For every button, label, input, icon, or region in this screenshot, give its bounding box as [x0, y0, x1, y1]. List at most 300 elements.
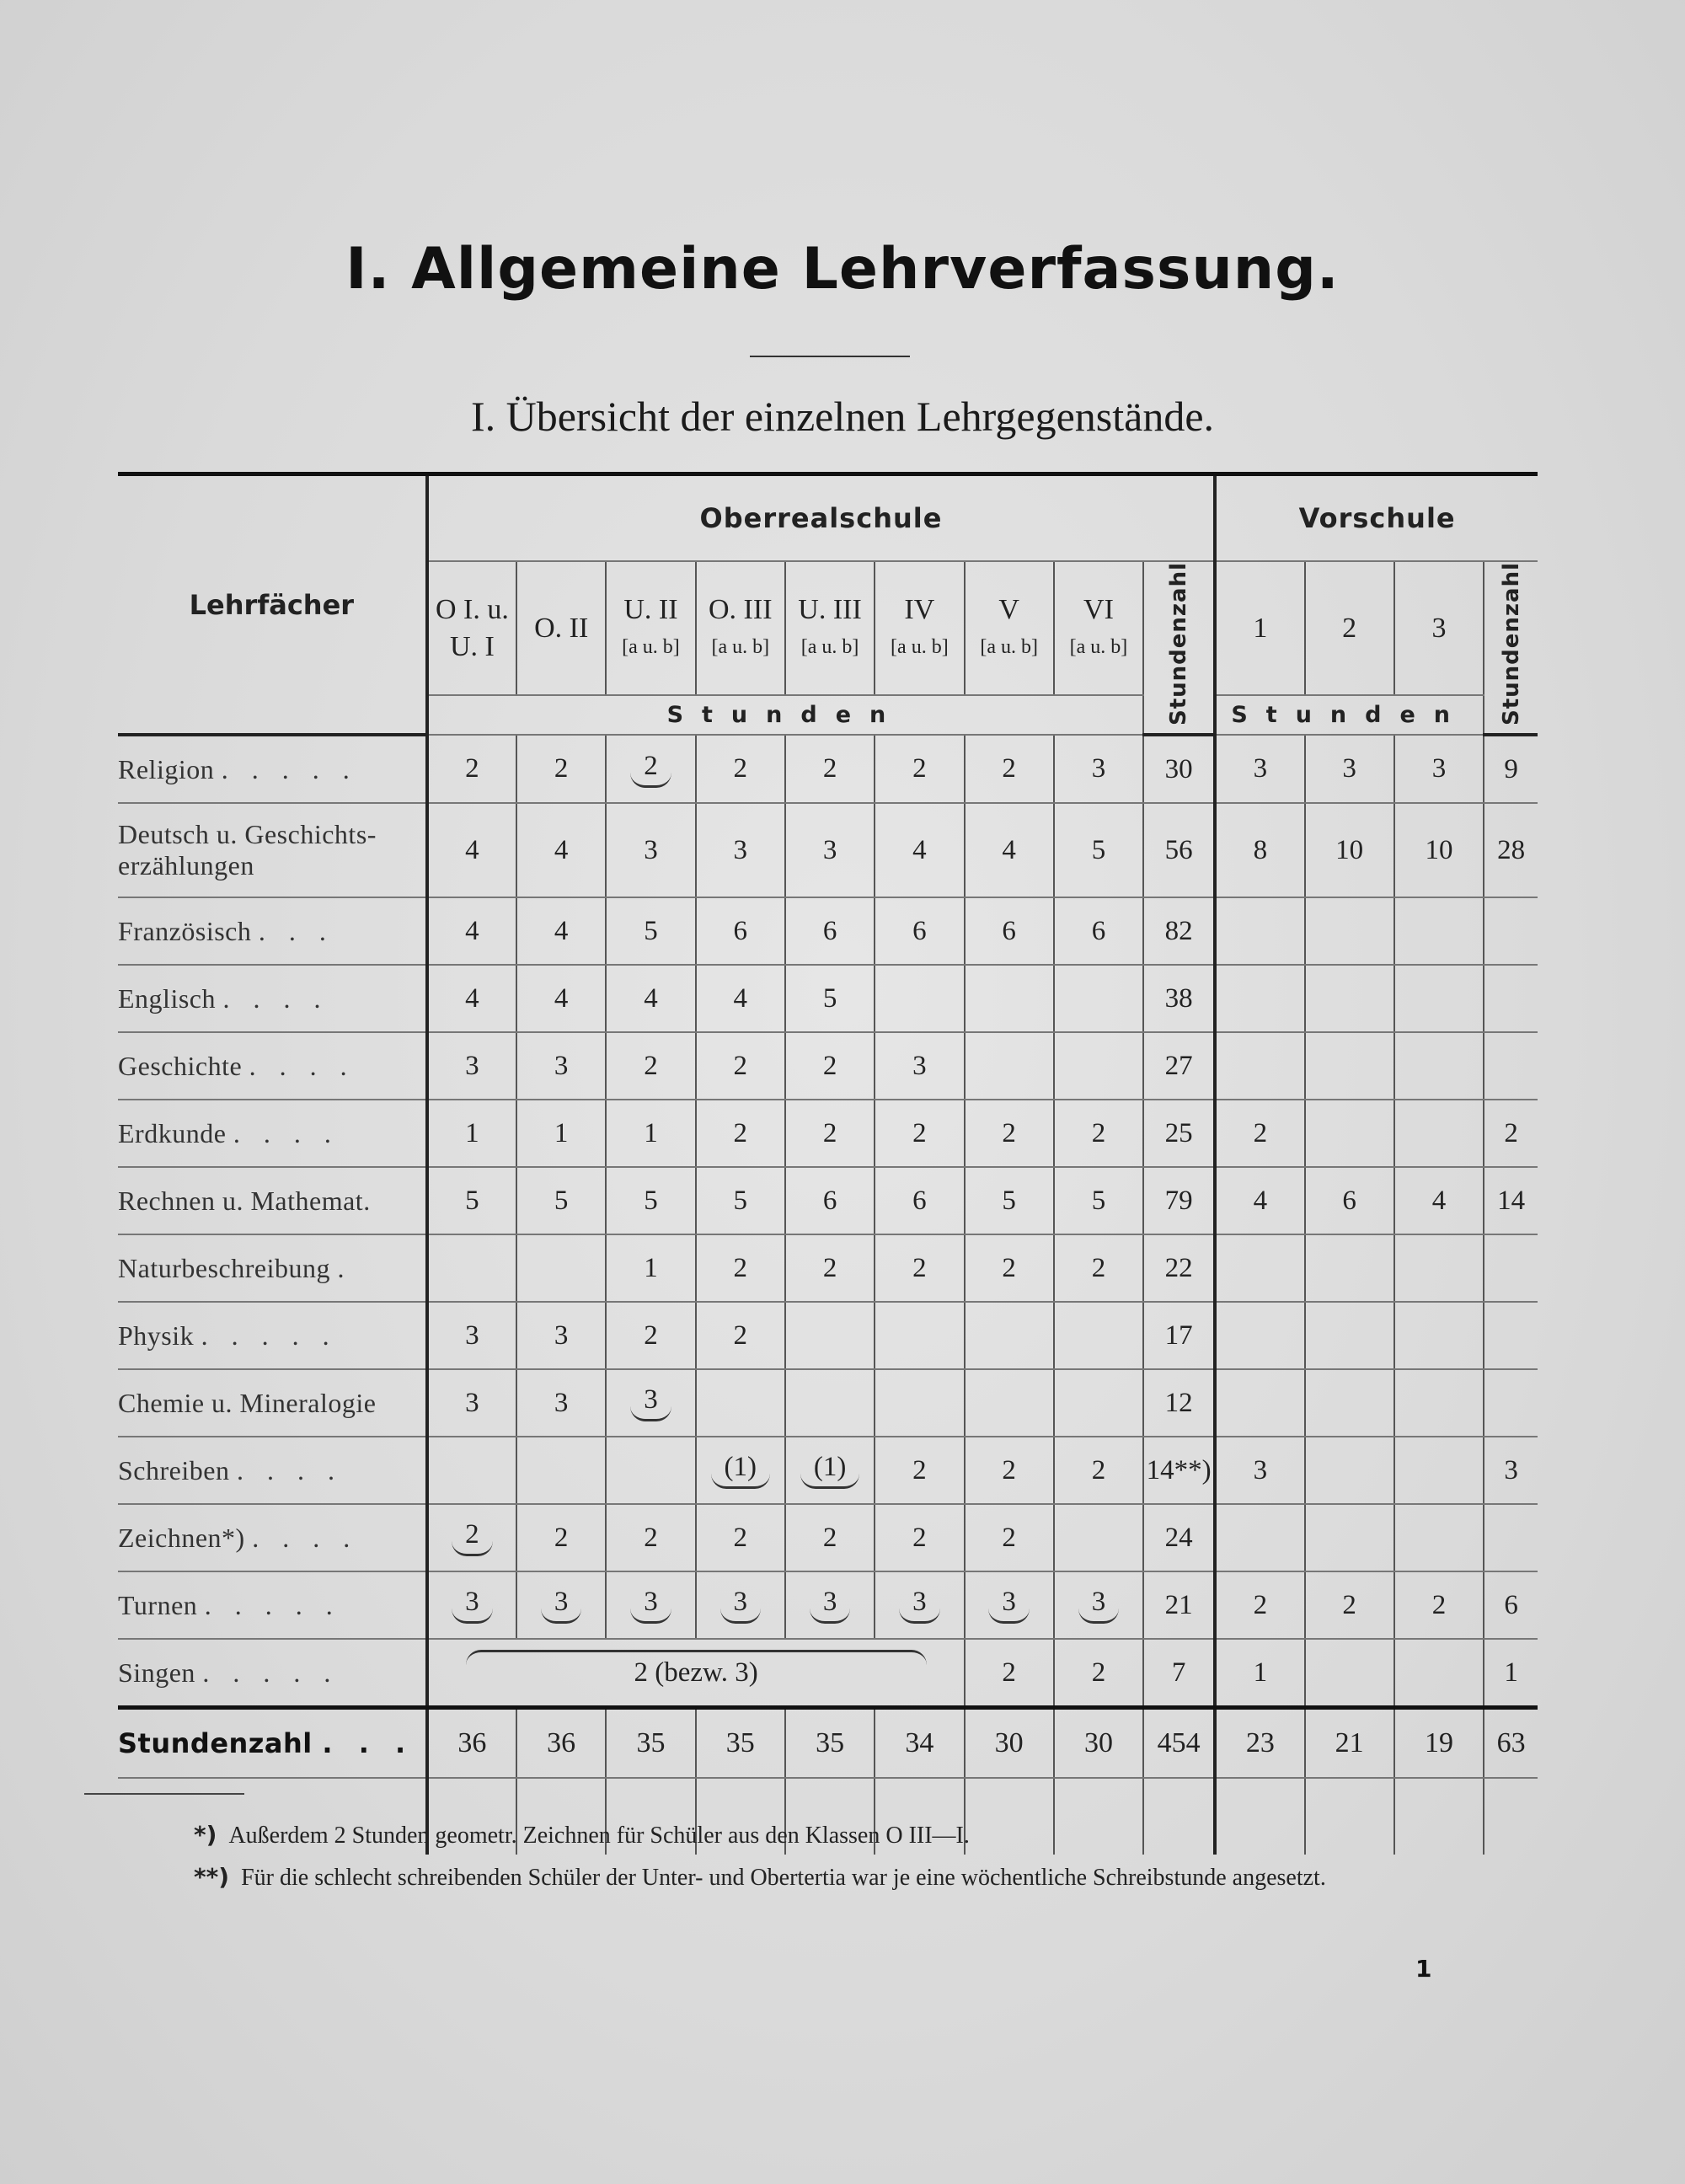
- hours-value: 2: [1002, 753, 1016, 784]
- vor-hours-cell: [1215, 1504, 1304, 1571]
- hours-value: 2: [733, 1320, 748, 1351]
- hours-cell: [427, 803, 516, 897]
- ober-sum-cell: 24: [1143, 1504, 1215, 1571]
- subject-name: Deutsch u. Geschichts-erzählungen: [118, 819, 377, 881]
- vor-sum-cell: [1484, 965, 1538, 1032]
- hours-value: 4: [465, 834, 479, 865]
- subject-cell: [118, 803, 427, 897]
- hours-cell: [785, 1369, 875, 1437]
- vor-stundenzahl-header: [1484, 561, 1538, 735]
- hours-value: 2: [1002, 1117, 1016, 1148]
- ober-column-sublabel: [a u. b]: [891, 635, 949, 658]
- ober-column-label: O I. u. U. I: [435, 593, 509, 662]
- vor-hours-cell: [1305, 1032, 1394, 1100]
- hours-value: 5: [733, 1185, 748, 1216]
- subject-cell: [118, 897, 427, 965]
- hours-value: 3: [1091, 753, 1106, 784]
- ober-column-sublabel: [a u. b]: [1069, 635, 1128, 658]
- ober-sum-cell: 30: [1143, 735, 1215, 803]
- hours-value: 2: [554, 753, 569, 784]
- ober-sum-cell: 22: [1143, 1234, 1215, 1302]
- hours-cell: [427, 1571, 516, 1639]
- vor-sum-cell: [1484, 1302, 1538, 1369]
- hours-cell: [965, 1504, 1054, 1571]
- vor-hours-cell: [1215, 1234, 1304, 1302]
- hours-cell: [875, 1100, 964, 1167]
- hours-cell: [965, 735, 1054, 803]
- hours-cell: [875, 1167, 964, 1234]
- hours-value: 5: [1091, 834, 1106, 865]
- hours-value: 5: [1002, 1185, 1016, 1216]
- ober-column-sublabel: [a u. b]: [622, 635, 680, 658]
- hours-value: 2: [1091, 1252, 1106, 1283]
- table-row: [118, 1032, 1538, 1100]
- vor-stundenzahl-label: Stundenzahl: [1498, 562, 1524, 726]
- hours-cell: [965, 1100, 1054, 1167]
- hours-cell: [1054, 1369, 1143, 1437]
- hours-cell: [785, 965, 875, 1032]
- ober-column-header: [965, 561, 1054, 695]
- hours-value: 4: [644, 982, 658, 1014]
- vor-column-header: 1: [1215, 561, 1304, 695]
- hours-value: 4: [733, 982, 748, 1014]
- hours-cell: [785, 735, 875, 803]
- total-hours-cell: 35: [696, 1708, 785, 1779]
- ober-column-label: V: [998, 593, 1019, 625]
- ober-sum-cell: 7: [1143, 1639, 1215, 1708]
- subject-leader-dots: . . .: [258, 915, 334, 946]
- hours-value: 2: [912, 1117, 927, 1148]
- total-hours-cell: 35: [785, 1708, 875, 1779]
- subject-leader-dots: . . . .: [233, 1117, 340, 1148]
- hours-cell: [696, 1302, 785, 1369]
- hours-value: 2: [1002, 1454, 1016, 1485]
- table-row: [118, 1100, 1538, 1167]
- vor-hours-cell: 4: [1394, 1167, 1484, 1234]
- hours-value: 2: [1091, 1117, 1106, 1148]
- page-title: I. Allgemeine Lehrverfassung.: [345, 236, 1340, 302]
- hours-value: 2: [1002, 1522, 1016, 1553]
- hours-cell: [606, 1369, 695, 1437]
- oberrealschule-header: Oberrealschule: [427, 474, 1216, 562]
- vor-hours-cell: [1394, 1302, 1484, 1369]
- hours-value: 3: [1078, 1587, 1120, 1624]
- hours-cell: [785, 1302, 875, 1369]
- hours-value: 2: [822, 1522, 837, 1553]
- hours-value: 5: [644, 1185, 658, 1216]
- vor-sum-cell: [1484, 1234, 1538, 1302]
- total-label-cell: [118, 1708, 427, 1779]
- total-hours-cell: 30: [965, 1708, 1054, 1779]
- vor-hours-cell: 1: [1215, 1639, 1304, 1708]
- vor-hours-cell: [1305, 1100, 1394, 1167]
- vor-hours-cell: [1394, 1504, 1484, 1571]
- hours-cell: [1054, 1437, 1143, 1504]
- hours-value: 3: [988, 1587, 1030, 1624]
- ober-column-header: [696, 561, 785, 695]
- footnote-2: [194, 1862, 1542, 1893]
- hours-value: 2: [554, 1522, 569, 1553]
- hours-cell: [875, 1437, 964, 1504]
- hours-cell: [785, 897, 875, 965]
- hours-cell: [875, 1571, 964, 1639]
- hours-value: 3: [630, 1384, 671, 1421]
- ober-column-header: [427, 561, 516, 695]
- vor-sum-cell: [1484, 1369, 1538, 1437]
- subject-cell: [118, 1167, 427, 1234]
- hours-value: (1): [800, 1452, 859, 1489]
- hours-value: 2: [644, 1050, 658, 1081]
- ober-sum-cell: 82: [1143, 897, 1215, 965]
- hours-cell: [516, 1302, 606, 1369]
- vor-hours-cell: [1305, 1302, 1394, 1369]
- vor-hours-cell: 6: [1305, 1167, 1394, 1234]
- hours-cell: [965, 1571, 1054, 1639]
- hours-cell: [606, 1504, 695, 1571]
- subject-cell: [118, 1234, 427, 1302]
- total-label: Stundenzahl: [118, 1727, 313, 1760]
- ober-sum-cell: 25: [1143, 1100, 1215, 1167]
- hours-cell: [606, 1302, 695, 1369]
- vor-hours-cell: [1305, 1234, 1394, 1302]
- subject-name: Geschichte: [118, 1050, 243, 1081]
- hours-value: 3: [465, 1320, 479, 1351]
- hours-cell: [965, 1369, 1054, 1437]
- hours-value: 6: [1002, 915, 1016, 946]
- hours-cell: [785, 1571, 875, 1639]
- total-hours-cell: 36: [516, 1708, 606, 1779]
- hours-cell: [965, 1234, 1054, 1302]
- hours-cell: [875, 735, 964, 803]
- hours-value: 3: [912, 1050, 927, 1081]
- hours-cell: [516, 1437, 606, 1504]
- vor-hours-cell: [1394, 965, 1484, 1032]
- hours-cell: [785, 1504, 875, 1571]
- hours-cell: [516, 965, 606, 1032]
- vor-hours-cell: 10: [1305, 803, 1394, 897]
- hours-cell: [785, 1234, 875, 1302]
- vor-hours-cell: [1394, 1369, 1484, 1437]
- hours-value: 5: [822, 982, 837, 1014]
- hours-cell: [696, 1167, 785, 1234]
- ober-column-sublabel: [a u. b]: [980, 635, 1038, 658]
- hours-cell: [696, 1369, 785, 1437]
- hours-cell: [875, 1369, 964, 1437]
- subject-cell: [118, 1302, 427, 1369]
- ober-column-label: U. II: [623, 593, 678, 625]
- vor-sum-cell: 6: [1484, 1571, 1538, 1639]
- vor-hours-cell: 3: [1215, 1437, 1304, 1504]
- hours-value: 1: [554, 1117, 569, 1148]
- hours-cell: [696, 965, 785, 1032]
- title-divider: [750, 356, 910, 357]
- hours-cell: [1054, 1234, 1143, 1302]
- hours-cell: [875, 1234, 964, 1302]
- vor-hours-cell: [1215, 897, 1304, 965]
- hours-value: 6: [912, 1185, 927, 1216]
- hours-cell: [965, 1032, 1054, 1100]
- ober-stundenzahl-header: [1143, 561, 1215, 735]
- vorschule-header: Vorschule: [1215, 474, 1538, 562]
- hours-value: 4: [554, 982, 569, 1014]
- ober-column-header: [1054, 561, 1143, 695]
- hours-cell: [785, 803, 875, 897]
- vor-sum-cell: 14: [1484, 1167, 1538, 1234]
- hours-cell: [785, 1167, 875, 1234]
- subject-leader-dots: . . . . .: [202, 1657, 340, 1688]
- total-hours-cell: 35: [606, 1708, 695, 1779]
- hours-cell: [516, 1571, 606, 1639]
- subject-name: Rechnen u. Mathemat.: [118, 1185, 371, 1216]
- subject-name: Chemie u. Mineralogie: [118, 1387, 377, 1418]
- vor-hours-cell: 2: [1394, 1571, 1484, 1639]
- subject-name: Französisch: [118, 915, 252, 946]
- hours-cell: [1054, 1571, 1143, 1639]
- lehrfaecher-table-wrapper: [118, 472, 1538, 1803]
- hours-cell: [965, 1302, 1054, 1369]
- ober-sum-cell: 17: [1143, 1302, 1215, 1369]
- vor-hours-cell: 3: [1394, 735, 1484, 803]
- ober-column-header: [875, 561, 964, 695]
- hours-cell: [875, 897, 964, 965]
- hours-value: 2: [452, 1519, 493, 1556]
- hours-cell: [516, 1100, 606, 1167]
- total-vor-hours-cell: 19: [1394, 1708, 1484, 1779]
- hours-value: 2: [644, 1522, 658, 1553]
- hours-value: 3: [810, 1587, 851, 1624]
- vor-hours-cell: [1305, 1504, 1394, 1571]
- hours-value: 2: [465, 753, 479, 784]
- hours-cell: [785, 1437, 875, 1504]
- table-row: [118, 1234, 1538, 1302]
- table-row: [118, 803, 1538, 897]
- table-row-singen: [118, 1639, 1538, 1708]
- hours-cell: [427, 1100, 516, 1167]
- hours-cell: [1054, 965, 1143, 1032]
- total-row: [118, 1708, 1538, 1779]
- hours-cell: [785, 1100, 875, 1167]
- hours-cell: [696, 1437, 785, 1504]
- subject-leader-dots: . . . . .: [201, 1320, 338, 1351]
- vor-sum-cell: 1: [1484, 1639, 1538, 1708]
- subject-name: Schreiben: [118, 1454, 230, 1485]
- ober-sum-cell: 12: [1143, 1369, 1215, 1437]
- singen-merged-cell: [427, 1639, 965, 1708]
- ober-sum-cell: 38: [1143, 965, 1215, 1032]
- ober-column-label: U. III: [798, 593, 862, 625]
- hours-cell: [427, 1167, 516, 1234]
- hours-cell: [427, 1234, 516, 1302]
- vor-hours-cell: [1394, 1032, 1484, 1100]
- hours-value: 4: [465, 982, 479, 1014]
- hours-cell: [696, 803, 785, 897]
- lehrfaecher-header: Lehrfächer: [118, 474, 427, 736]
- hours-value: 2: [733, 753, 748, 784]
- subject-cell: [118, 1369, 427, 1437]
- hours-value: 2: [733, 1252, 748, 1283]
- hours-value: 2: [822, 1252, 837, 1283]
- hours-cell: [606, 803, 695, 897]
- hours-value: 5: [644, 915, 658, 946]
- vor-hours-cell: 4: [1215, 1167, 1304, 1234]
- hours-cell: [516, 1167, 606, 1234]
- subject-name: Erdkunde: [118, 1117, 227, 1148]
- hours-value: 5: [465, 1185, 479, 1216]
- vor-hours-cell: [1394, 1437, 1484, 1504]
- singen-merged-value: 2 (bezw. 3): [466, 1650, 927, 1688]
- footnote-2-mark: **): [194, 1863, 230, 1891]
- hours-value: 2: [1002, 1252, 1016, 1283]
- subject-name: Singen: [118, 1657, 195, 1688]
- vor-hours-cell: 3: [1305, 735, 1394, 803]
- hours-value: 3: [822, 834, 837, 865]
- hours-cell: [516, 1032, 606, 1100]
- subject-name: Turnen: [118, 1589, 198, 1620]
- vor-hours-cell: 3: [1215, 735, 1304, 803]
- ober-sum-cell: 27: [1143, 1032, 1215, 1100]
- vor-sum-cell: [1484, 897, 1538, 965]
- ober-column-label: IV: [904, 593, 935, 625]
- vor-hours-cell: [1305, 1369, 1394, 1437]
- vor-hours-cell: [1305, 1639, 1394, 1708]
- vor-sum-cell: 3: [1484, 1437, 1538, 1504]
- hours-cell: [606, 1437, 695, 1504]
- hours-value: 2: [912, 1454, 927, 1485]
- vor-hours-cell: [1215, 1032, 1304, 1100]
- hours-value: 2: [1091, 1454, 1106, 1485]
- subject-cell: [118, 735, 427, 803]
- vor-hours-cell: 2: [1305, 1571, 1394, 1639]
- hours-value: 6: [1091, 915, 1106, 946]
- section-subtitle: I. Übersicht der einzelnen Lehrgegenstände.: [470, 393, 1215, 440]
- hours-value: 3: [554, 1050, 569, 1081]
- vor-sum-cell: 2: [1484, 1100, 1538, 1167]
- subject-leader-dots: . . . .: [249, 1050, 356, 1081]
- hours-cell: [427, 735, 516, 803]
- ober-stunden-label: Stunden: [427, 695, 1143, 735]
- hours-cell: [427, 1369, 516, 1437]
- vor-hours-cell: [1305, 897, 1394, 965]
- subject-leader-dots: . . . . .: [221, 753, 358, 784]
- hours-value: 4: [912, 834, 927, 865]
- table-row: [118, 735, 1538, 803]
- hours-value: 2: [912, 1252, 927, 1283]
- vor-hours-cell: [1394, 1639, 1484, 1708]
- hours-cell: [696, 1234, 785, 1302]
- hours-cell: [696, 735, 785, 803]
- hours-value: (1): [711, 1452, 770, 1489]
- ober-column-label: O. II: [534, 612, 589, 644]
- ober-column-header: [606, 561, 695, 695]
- hours-cell: [696, 1504, 785, 1571]
- hours-value: 5: [554, 1185, 569, 1216]
- hours-value: 5: [1091, 1185, 1106, 1216]
- hours-cell: [785, 1032, 875, 1100]
- hours-cell: [1054, 1032, 1143, 1100]
- vor-column-header: 2: [1305, 561, 1394, 695]
- vor-sum-cell: 28: [1484, 803, 1538, 897]
- ober-column-header: [785, 561, 875, 695]
- subject-name: Physik: [118, 1320, 195, 1351]
- hours-value: 1: [465, 1117, 479, 1148]
- hours-cell: [965, 897, 1054, 965]
- total-ober-sum-cell: 454: [1143, 1708, 1215, 1779]
- hours-value: 6: [822, 1185, 837, 1216]
- hours-cell: [606, 1571, 695, 1639]
- hours-cell: [875, 1504, 964, 1571]
- hours-cell: [516, 1234, 606, 1302]
- hours-value: 4: [554, 915, 569, 946]
- footnote-divider: [84, 1793, 244, 1795]
- hours-value: 1: [644, 1117, 658, 1148]
- hours-cell: [427, 1437, 516, 1504]
- hours-cell: [965, 1437, 1054, 1504]
- vor-hours-cell: [1215, 965, 1304, 1032]
- table-row: [118, 1369, 1538, 1437]
- total-vor-sum-cell: 63: [1484, 1708, 1538, 1779]
- subject-leader-dots: . . . .: [252, 1522, 359, 1553]
- hours-value: 4: [1002, 834, 1016, 865]
- hours-value: 3: [554, 1387, 569, 1418]
- hours-value: 1: [644, 1252, 658, 1283]
- hours-cell: [606, 1234, 695, 1302]
- ober-column-label: O. III: [709, 593, 773, 625]
- subject-leader-dots: . . . .: [236, 1454, 343, 1485]
- lehrfaecher-table: [118, 472, 1538, 1855]
- vor-hours-cell: 2: [1215, 1571, 1304, 1639]
- hours-value: 3: [644, 834, 658, 865]
- ober-sum-cell: 79: [1143, 1167, 1215, 1234]
- hours-cell: [427, 1504, 516, 1571]
- vor-stunden-label: Stunden: [1215, 695, 1484, 735]
- hours-value: 3: [465, 1387, 479, 1418]
- hours-value: 3: [465, 1050, 479, 1081]
- hours-cell: [965, 965, 1054, 1032]
- subject-cell: [118, 1437, 427, 1504]
- hours-cell: [516, 735, 606, 803]
- hours-value: 2: [822, 1117, 837, 1148]
- hours-value: 2: [912, 753, 927, 784]
- subject-leader-dots: .: [337, 1252, 353, 1283]
- vor-hours-cell: 8: [1215, 803, 1304, 897]
- footnote-1-mark: *): [194, 1821, 217, 1849]
- hours-value: 2: [822, 753, 837, 784]
- total-hours-cell: 30: [1054, 1708, 1143, 1779]
- hours-cell: [606, 735, 695, 803]
- vor-hours-cell: [1394, 1100, 1484, 1167]
- subject-cell: [118, 965, 427, 1032]
- table-row: [118, 1504, 1538, 1571]
- footnote-1-text: Außerdem 2 Stunden geometr. Zeichnen für Schüler aus den Klassen O III—I.: [228, 1823, 970, 1849]
- subject-name: Naturbeschreibung: [118, 1252, 330, 1283]
- vor-sum-cell: [1484, 1032, 1538, 1100]
- ober-column-label: VI: [1083, 593, 1114, 625]
- ober-sum-cell: 56: [1143, 803, 1215, 897]
- hours-value: 6: [912, 915, 927, 946]
- hours-cell: [875, 1302, 964, 1369]
- hours-cell: [1054, 803, 1143, 897]
- hours-cell: [606, 897, 695, 965]
- subject-cell: [118, 1571, 427, 1639]
- subject-name: Zeichnen*): [118, 1522, 245, 1553]
- subject-cell: [118, 1100, 427, 1167]
- vor-hours-cell: [1215, 1369, 1304, 1437]
- subject-cell: [118, 1032, 427, 1100]
- hours-cell: [606, 965, 695, 1032]
- hours-cell: [427, 1302, 516, 1369]
- hours-value: 2: [733, 1050, 748, 1081]
- vor-sum-cell: 9: [1484, 735, 1538, 803]
